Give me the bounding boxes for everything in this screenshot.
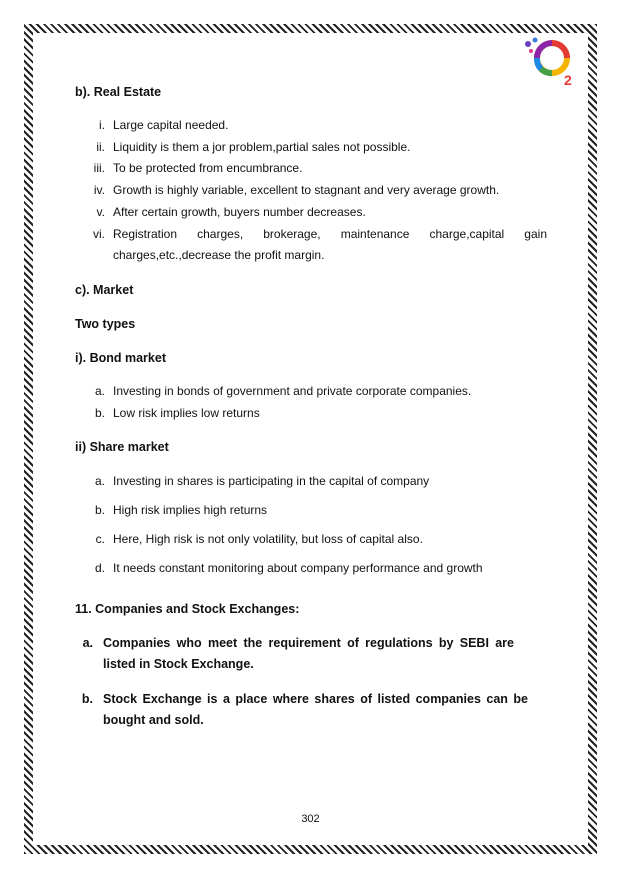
- share-market-heading: ii) Share market: [75, 440, 169, 454]
- list-marker: b.: [94, 503, 105, 517]
- list-marker: c.: [95, 532, 105, 546]
- list-text: Investing in shares is participating in the capital of company: [113, 474, 430, 488]
- list-text: Large capital needed.: [113, 118, 229, 132]
- list-text: Low risk implies low returns: [113, 406, 260, 420]
- list-text: Stock Exchange is a place where shares of listed companies can be bought and sold.: [103, 692, 528, 727]
- list-text: Here, High risk is not only volatility, but loss of capital also.: [113, 532, 423, 546]
- list-text: Registration charges, brokerage, maintenance charge,capital gain charges,etc.,decrease the profit margin.: [113, 227, 547, 262]
- page-number: 302: [301, 813, 320, 825]
- list-marker: ii.: [96, 140, 105, 154]
- companies-heading: 11. Companies and Stock Exchanges:: [75, 602, 300, 616]
- list-marker: iv.: [93, 183, 105, 197]
- market-heading: c). Market: [75, 283, 134, 297]
- list-text: Growth is highly variable, excellent to stagnant and very average growth.: [113, 183, 500, 197]
- list-text: Investing in bonds of government and private corporate companies.: [113, 384, 472, 398]
- bond-market-heading: i). Bond market: [75, 351, 166, 365]
- o2-logo: [522, 36, 582, 88]
- real-estate-heading: b). Real Estate: [75, 85, 162, 99]
- list-text: To be protected from encumbrance.: [113, 161, 303, 175]
- list-marker: d.: [94, 561, 105, 575]
- list-marker: a.: [94, 474, 105, 488]
- list-marker: i.: [99, 118, 105, 132]
- list-marker: v.: [96, 205, 105, 219]
- list-text: Companies who meet the requirement of regulations by SEBI are listed in Stock Exchange.: [103, 636, 514, 671]
- list-text: After certain growth, buyers number decreases.: [113, 205, 366, 219]
- list-marker: iii.: [93, 161, 105, 175]
- list-marker: b.: [94, 406, 105, 420]
- svg-text:2: 2: [564, 72, 572, 88]
- list-text: Liquidity is them a jor problem,partial sales not possible.: [113, 140, 411, 154]
- list-marker: b.: [81, 692, 93, 706]
- list-marker: a.: [94, 384, 105, 398]
- market-subheading: Two types: [75, 317, 136, 331]
- list-marker: vi.: [93, 227, 105, 241]
- list-text: High risk implies high returns: [113, 503, 268, 517]
- list-marker: a.: [82, 636, 93, 650]
- list-text: It needs constant monitoring about company performance and growth: [113, 561, 483, 575]
